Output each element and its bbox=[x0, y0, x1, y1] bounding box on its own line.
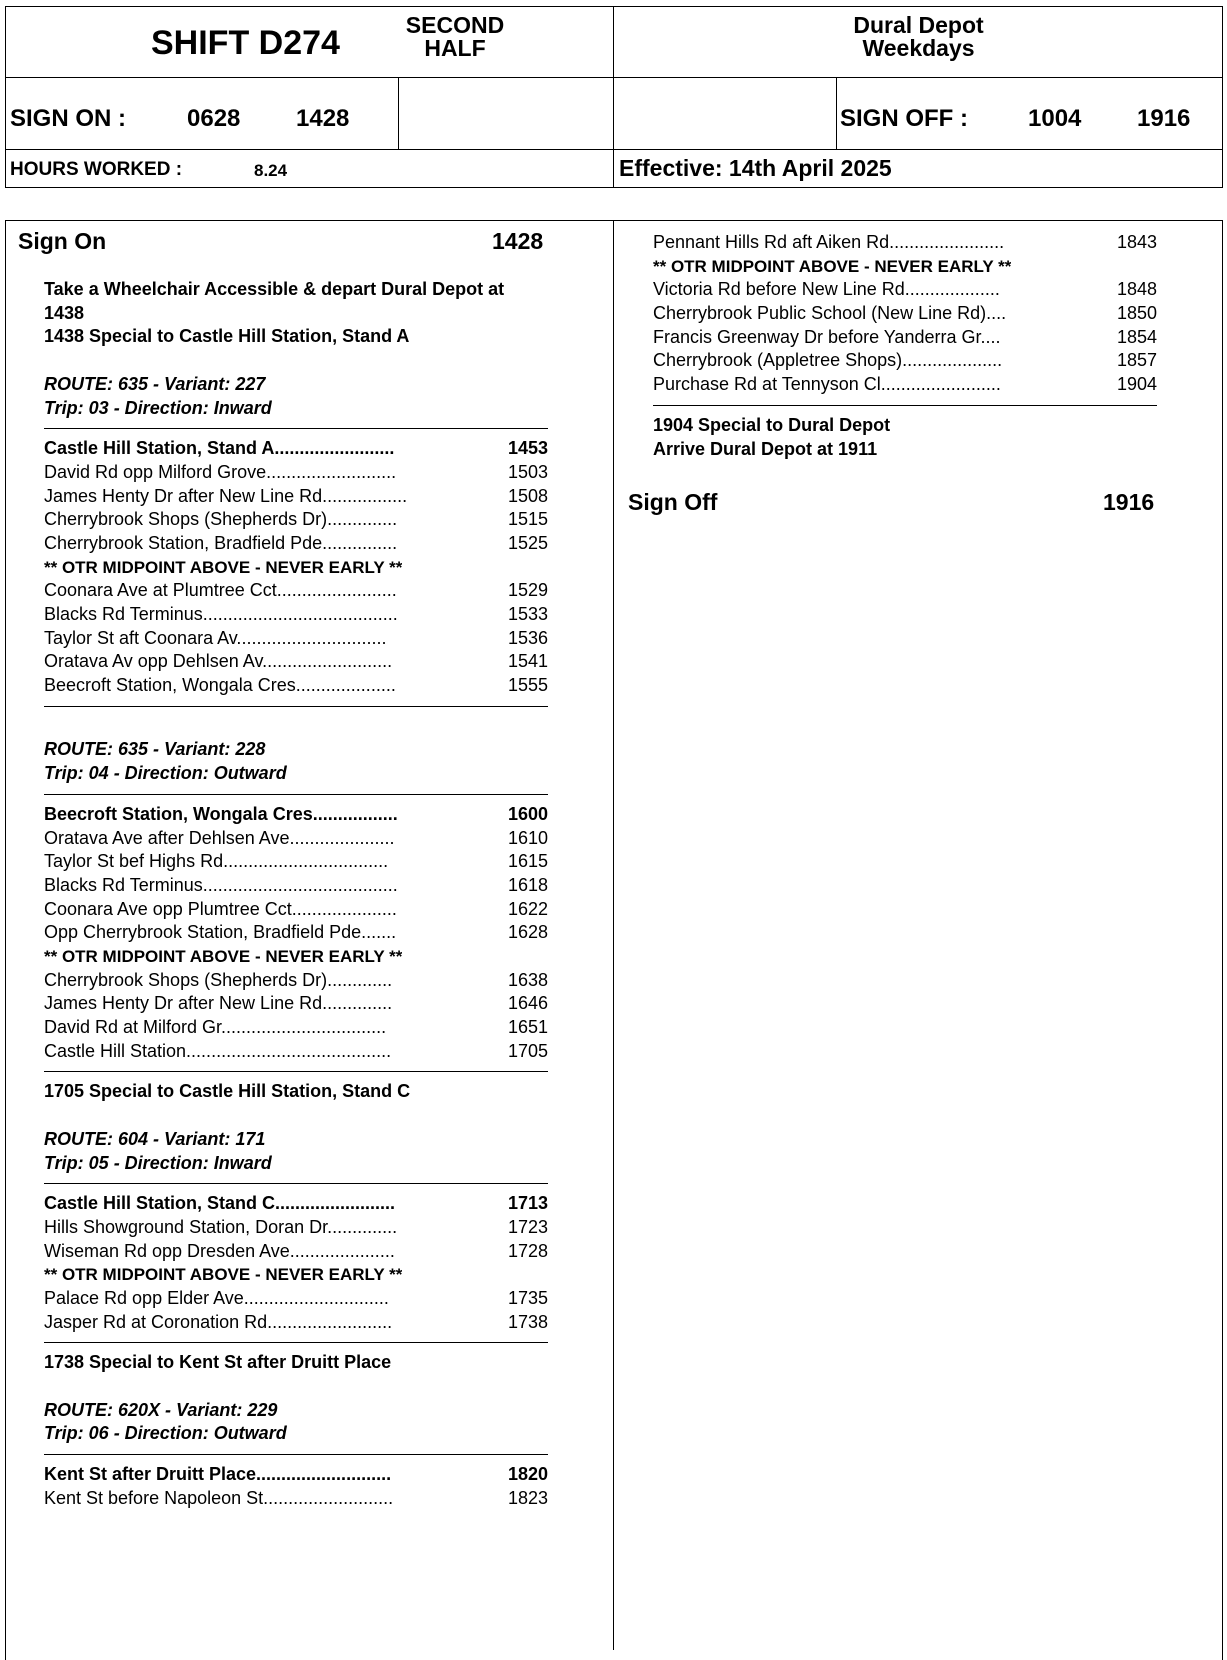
stop-name: Castle Hill Station, Stand C........................ bbox=[44, 1193, 396, 1214]
stop-name: James Henty Dr after New Line Rd.............. bbox=[44, 993, 393, 1014]
stop-time: 1615 bbox=[507, 851, 548, 872]
header-row-divider-1 bbox=[5, 77, 1223, 78]
otr-midpoint-note bbox=[44, 945, 548, 969]
stop-time: 1529 bbox=[507, 580, 548, 601]
trip-3-header: Trip: 05 - Direction: Inward bbox=[44, 1152, 272, 1173]
stop-name: David Rd opp Milford Grove.......................... bbox=[44, 461, 397, 482]
stop-name: Coonara Ave opp Plumtree Cct..................... bbox=[44, 898, 397, 919]
stop-name: Blacks Rd Terminus....................................... bbox=[44, 604, 398, 625]
stop-time: 1646 bbox=[507, 993, 548, 1014]
rule bbox=[44, 706, 548, 707]
stop-time: 1848 bbox=[1116, 279, 1157, 300]
stop-name: Oratava Ave after Dehlsen Ave..................... bbox=[44, 827, 395, 848]
stop-row bbox=[44, 827, 548, 851]
stop-row bbox=[44, 898, 548, 922]
stop-time: 1705 bbox=[507, 1040, 548, 1061]
stop-name: Coonara Ave at Plumtree Cct........................ bbox=[44, 580, 397, 601]
stop-row bbox=[44, 1016, 548, 1040]
stop-row bbox=[44, 1487, 548, 1511]
trip-1-header: Trip: 03 - Direction: Inward bbox=[44, 397, 272, 418]
special-1738: 1738 Special to Kent St after Druitt Place bbox=[44, 1352, 392, 1373]
trip-4-header: Trip: 06 - Direction: Outward bbox=[44, 1423, 287, 1444]
sign-off-label: SIGN OFF : bbox=[840, 105, 968, 132]
stop-row bbox=[44, 1311, 548, 1335]
stop-time: 1713 bbox=[507, 1193, 548, 1214]
sign-on-time-2: 1428 bbox=[296, 105, 350, 132]
stop-row bbox=[44, 1463, 548, 1487]
rule bbox=[653, 405, 1157, 406]
sign-off-heading: Sign Off bbox=[628, 489, 718, 515]
stop-name: Castle Hill Station......................................... bbox=[44, 1040, 392, 1061]
depot-label: Dural Depot bbox=[853, 12, 984, 38]
stop-row bbox=[44, 1040, 548, 1064]
stop-time: 1628 bbox=[507, 922, 548, 943]
stop-row bbox=[44, 969, 548, 993]
otr-text: ** OTR MIDPOINT ABOVE - NEVER EARLY ** bbox=[653, 256, 1012, 276]
trip-1-stops bbox=[44, 437, 548, 698]
stop-time: 1820 bbox=[507, 1464, 548, 1485]
stop-name: Kent St before Napoleon St.......................... bbox=[44, 1487, 394, 1508]
sign-off-heading-time: 1916 bbox=[1103, 489, 1155, 515]
stop-row bbox=[44, 874, 548, 898]
route-3-header: ROUTE: 604 - Variant: 171 bbox=[44, 1128, 266, 1149]
stop-time: 1503 bbox=[507, 461, 548, 482]
stop-name: Beecroft Station, Wongala Cres.................... bbox=[44, 675, 396, 696]
stop-time: 1622 bbox=[507, 898, 548, 919]
sign-off-time-1: 1004 bbox=[1028, 105, 1082, 132]
stop-name: Cherrybrook Shops (Shepherds Dr).............. bbox=[44, 509, 398, 530]
special-1438: 1438 Special to Castle Hill Station, Stand A bbox=[44, 326, 410, 347]
effective-date: Effective: 14th April 2025 bbox=[619, 155, 892, 181]
otr-text: ** OTR MIDPOINT ABOVE - NEVER EARLY ** bbox=[44, 946, 403, 966]
stop-name: Beecroft Station, Wongala Cres................. bbox=[44, 803, 398, 824]
stop-time: 1533 bbox=[507, 604, 548, 625]
left-column bbox=[44, 278, 548, 1511]
stop-time: 1610 bbox=[507, 827, 548, 848]
shift-title: SHIFT D274 bbox=[151, 24, 340, 62]
stop-name: Jasper Rd at Coronation Rd......................... bbox=[44, 1311, 393, 1332]
stop-time: 1738 bbox=[507, 1311, 548, 1332]
stop-row bbox=[44, 1287, 548, 1311]
otr-text: ** OTR MIDPOINT ABOVE - NEVER EARLY ** bbox=[44, 1265, 403, 1285]
stop-row bbox=[653, 278, 1157, 302]
stop-name: Blacks Rd Terminus....................................... bbox=[44, 874, 398, 895]
stop-time: 1723 bbox=[507, 1216, 548, 1237]
stop-row bbox=[44, 603, 548, 627]
stop-row bbox=[44, 850, 548, 874]
stop-row bbox=[653, 373, 1157, 397]
stop-time: 1857 bbox=[1116, 350, 1157, 371]
stop-row bbox=[44, 508, 548, 532]
depart-time: 1438 bbox=[44, 302, 85, 323]
stop-time: 1850 bbox=[1116, 303, 1157, 324]
rule bbox=[44, 428, 548, 429]
header-col-divider-signoff bbox=[836, 77, 837, 149]
rule bbox=[44, 1183, 548, 1184]
route-1-header: ROUTE: 635 - Variant: 227 bbox=[44, 373, 266, 394]
stop-row bbox=[44, 1240, 548, 1264]
stop-name: Opp Cherrybrook Station, Bradfield Pde....... bbox=[44, 922, 397, 943]
stop-row bbox=[44, 674, 548, 698]
stop-row bbox=[44, 1216, 548, 1240]
stop-row bbox=[653, 302, 1157, 326]
sign-on-label: SIGN ON : bbox=[10, 105, 127, 132]
stop-time: 1541 bbox=[507, 651, 548, 672]
stop-name: Cherrybrook Station, Bradfield Pde............... bbox=[44, 532, 398, 553]
stop-row bbox=[44, 650, 548, 674]
rule bbox=[44, 1454, 548, 1455]
hours-worked-label: HOURS WORKED : bbox=[10, 159, 183, 180]
stop-row bbox=[44, 803, 548, 827]
stop-name: Cherrybrook Shops (Shepherds Dr)............. bbox=[44, 969, 393, 990]
days-label: Weekdays bbox=[862, 35, 975, 61]
stop-time: 1854 bbox=[1116, 326, 1157, 347]
stop-row bbox=[44, 921, 548, 945]
stop-time: 1515 bbox=[507, 509, 548, 530]
stop-time: 1555 bbox=[507, 675, 548, 696]
stop-row bbox=[44, 461, 548, 485]
route-4-header: ROUTE: 620X - Variant: 229 bbox=[44, 1399, 278, 1420]
sign-on-heading: Sign On bbox=[18, 228, 107, 254]
rule bbox=[44, 794, 548, 795]
sign-on-heading-time: 1428 bbox=[492, 228, 544, 254]
rule bbox=[44, 1071, 548, 1072]
sign-off-time-2: 1916 bbox=[1137, 105, 1191, 132]
stop-time: 1638 bbox=[507, 969, 548, 990]
stop-row bbox=[44, 485, 548, 509]
stop-time: 1823 bbox=[507, 1487, 548, 1508]
stop-row bbox=[44, 992, 548, 1016]
schedule-column-divider bbox=[613, 220, 614, 1650]
special-1904: 1904 Special to Dural Depot bbox=[653, 414, 891, 435]
stop-row bbox=[44, 437, 548, 461]
stop-time: 1618 bbox=[507, 874, 548, 895]
stop-name: Kent St after Druitt Place........................... bbox=[44, 1464, 392, 1485]
stop-row bbox=[44, 532, 548, 556]
sign-on-time-1: 0628 bbox=[187, 105, 241, 132]
stop-time: 1904 bbox=[1116, 374, 1157, 395]
trip-2-stops bbox=[44, 803, 548, 1064]
right-column bbox=[653, 231, 1157, 461]
stop-time: 1728 bbox=[507, 1240, 548, 1261]
stop-name: Palace Rd opp Elder Ave............................. bbox=[44, 1287, 389, 1308]
stop-name: Castle Hill Station, Stand A........................ bbox=[44, 438, 395, 459]
shift-half-line-1: SECOND bbox=[405, 12, 505, 38]
stop-name: Hills Showground Station, Doran Dr.............. bbox=[44, 1216, 398, 1237]
otr-midpoint-note bbox=[44, 556, 548, 580]
stop-time: 1453 bbox=[507, 438, 548, 459]
otr-text: ** OTR MIDPOINT ABOVE - NEVER EARLY ** bbox=[44, 557, 403, 577]
shift-half-line-2: HALF bbox=[424, 35, 486, 61]
stop-name: Victoria Rd before New Line Rd................... bbox=[653, 279, 1000, 300]
stop-time: 1651 bbox=[507, 1017, 548, 1038]
route-2-header: ROUTE: 635 - Variant: 228 bbox=[44, 739, 266, 760]
trip-4-continued-stops bbox=[653, 231, 1157, 397]
stop-time: 1735 bbox=[507, 1287, 548, 1308]
stop-name: Wiseman Rd opp Dresden Ave..................... bbox=[44, 1240, 395, 1261]
stop-name: Cherrybrook (Appletree Shops).................... bbox=[653, 350, 1003, 371]
otr-midpoint-note bbox=[44, 1263, 548, 1287]
stop-name: Francis Greenway Dr before Yanderra Gr.... bbox=[653, 326, 1001, 347]
stop-row bbox=[44, 627, 548, 651]
stop-row bbox=[653, 349, 1157, 373]
hours-worked-value: 8.24 bbox=[254, 161, 288, 180]
header-row-divider-2 bbox=[5, 149, 1223, 150]
stop-row bbox=[44, 579, 548, 603]
stop-time: 1525 bbox=[507, 532, 548, 553]
stop-row bbox=[653, 326, 1157, 350]
header-col-divider-signon bbox=[398, 77, 399, 149]
stop-time: 1600 bbox=[507, 803, 548, 824]
stop-row bbox=[44, 1192, 548, 1216]
stop-name: Oratava Av opp Dehlsen Av.......................... bbox=[44, 651, 393, 672]
trip-4-stops bbox=[44, 1463, 548, 1510]
stop-name: Pennant Hills Rd aft Aiken Rd....................... bbox=[653, 232, 1005, 252]
stop-name: David Rd at Milford Gr................................. bbox=[44, 1017, 387, 1038]
stop-time: 1536 bbox=[507, 627, 548, 648]
stop-name: Cherrybrook Public School (New Line Rd).... bbox=[653, 303, 1007, 324]
arrive-depot: Arrive Dural Depot at 1911 bbox=[653, 438, 878, 459]
stop-name: Purchase Rd at Tennyson Cl........................ bbox=[653, 374, 1001, 395]
stop-time: 1843 bbox=[1116, 232, 1157, 252]
depot-name bbox=[614, 14, 1223, 60]
stop-row bbox=[653, 231, 1157, 255]
otr-midpoint-note bbox=[653, 255, 1157, 279]
shift-half bbox=[400, 14, 510, 60]
stop-time: 1508 bbox=[507, 485, 548, 506]
special-1705: 1705 Special to Castle Hill Station, Stand C bbox=[44, 1081, 411, 1102]
trip-3-stops bbox=[44, 1192, 548, 1334]
stop-name: James Henty Dr after New Line Rd................. bbox=[44, 485, 408, 506]
depart-instruction: Take a Wheelchair Accessible & depart Dural Depot at bbox=[44, 279, 505, 299]
stop-name: Taylor St aft Coonara Av.............................. bbox=[44, 627, 387, 648]
stop-name: Taylor St bef Highs Rd................................. bbox=[44, 851, 389, 872]
rule bbox=[44, 1342, 548, 1343]
trip-2-header: Trip: 04 - Direction: Outward bbox=[44, 763, 287, 784]
